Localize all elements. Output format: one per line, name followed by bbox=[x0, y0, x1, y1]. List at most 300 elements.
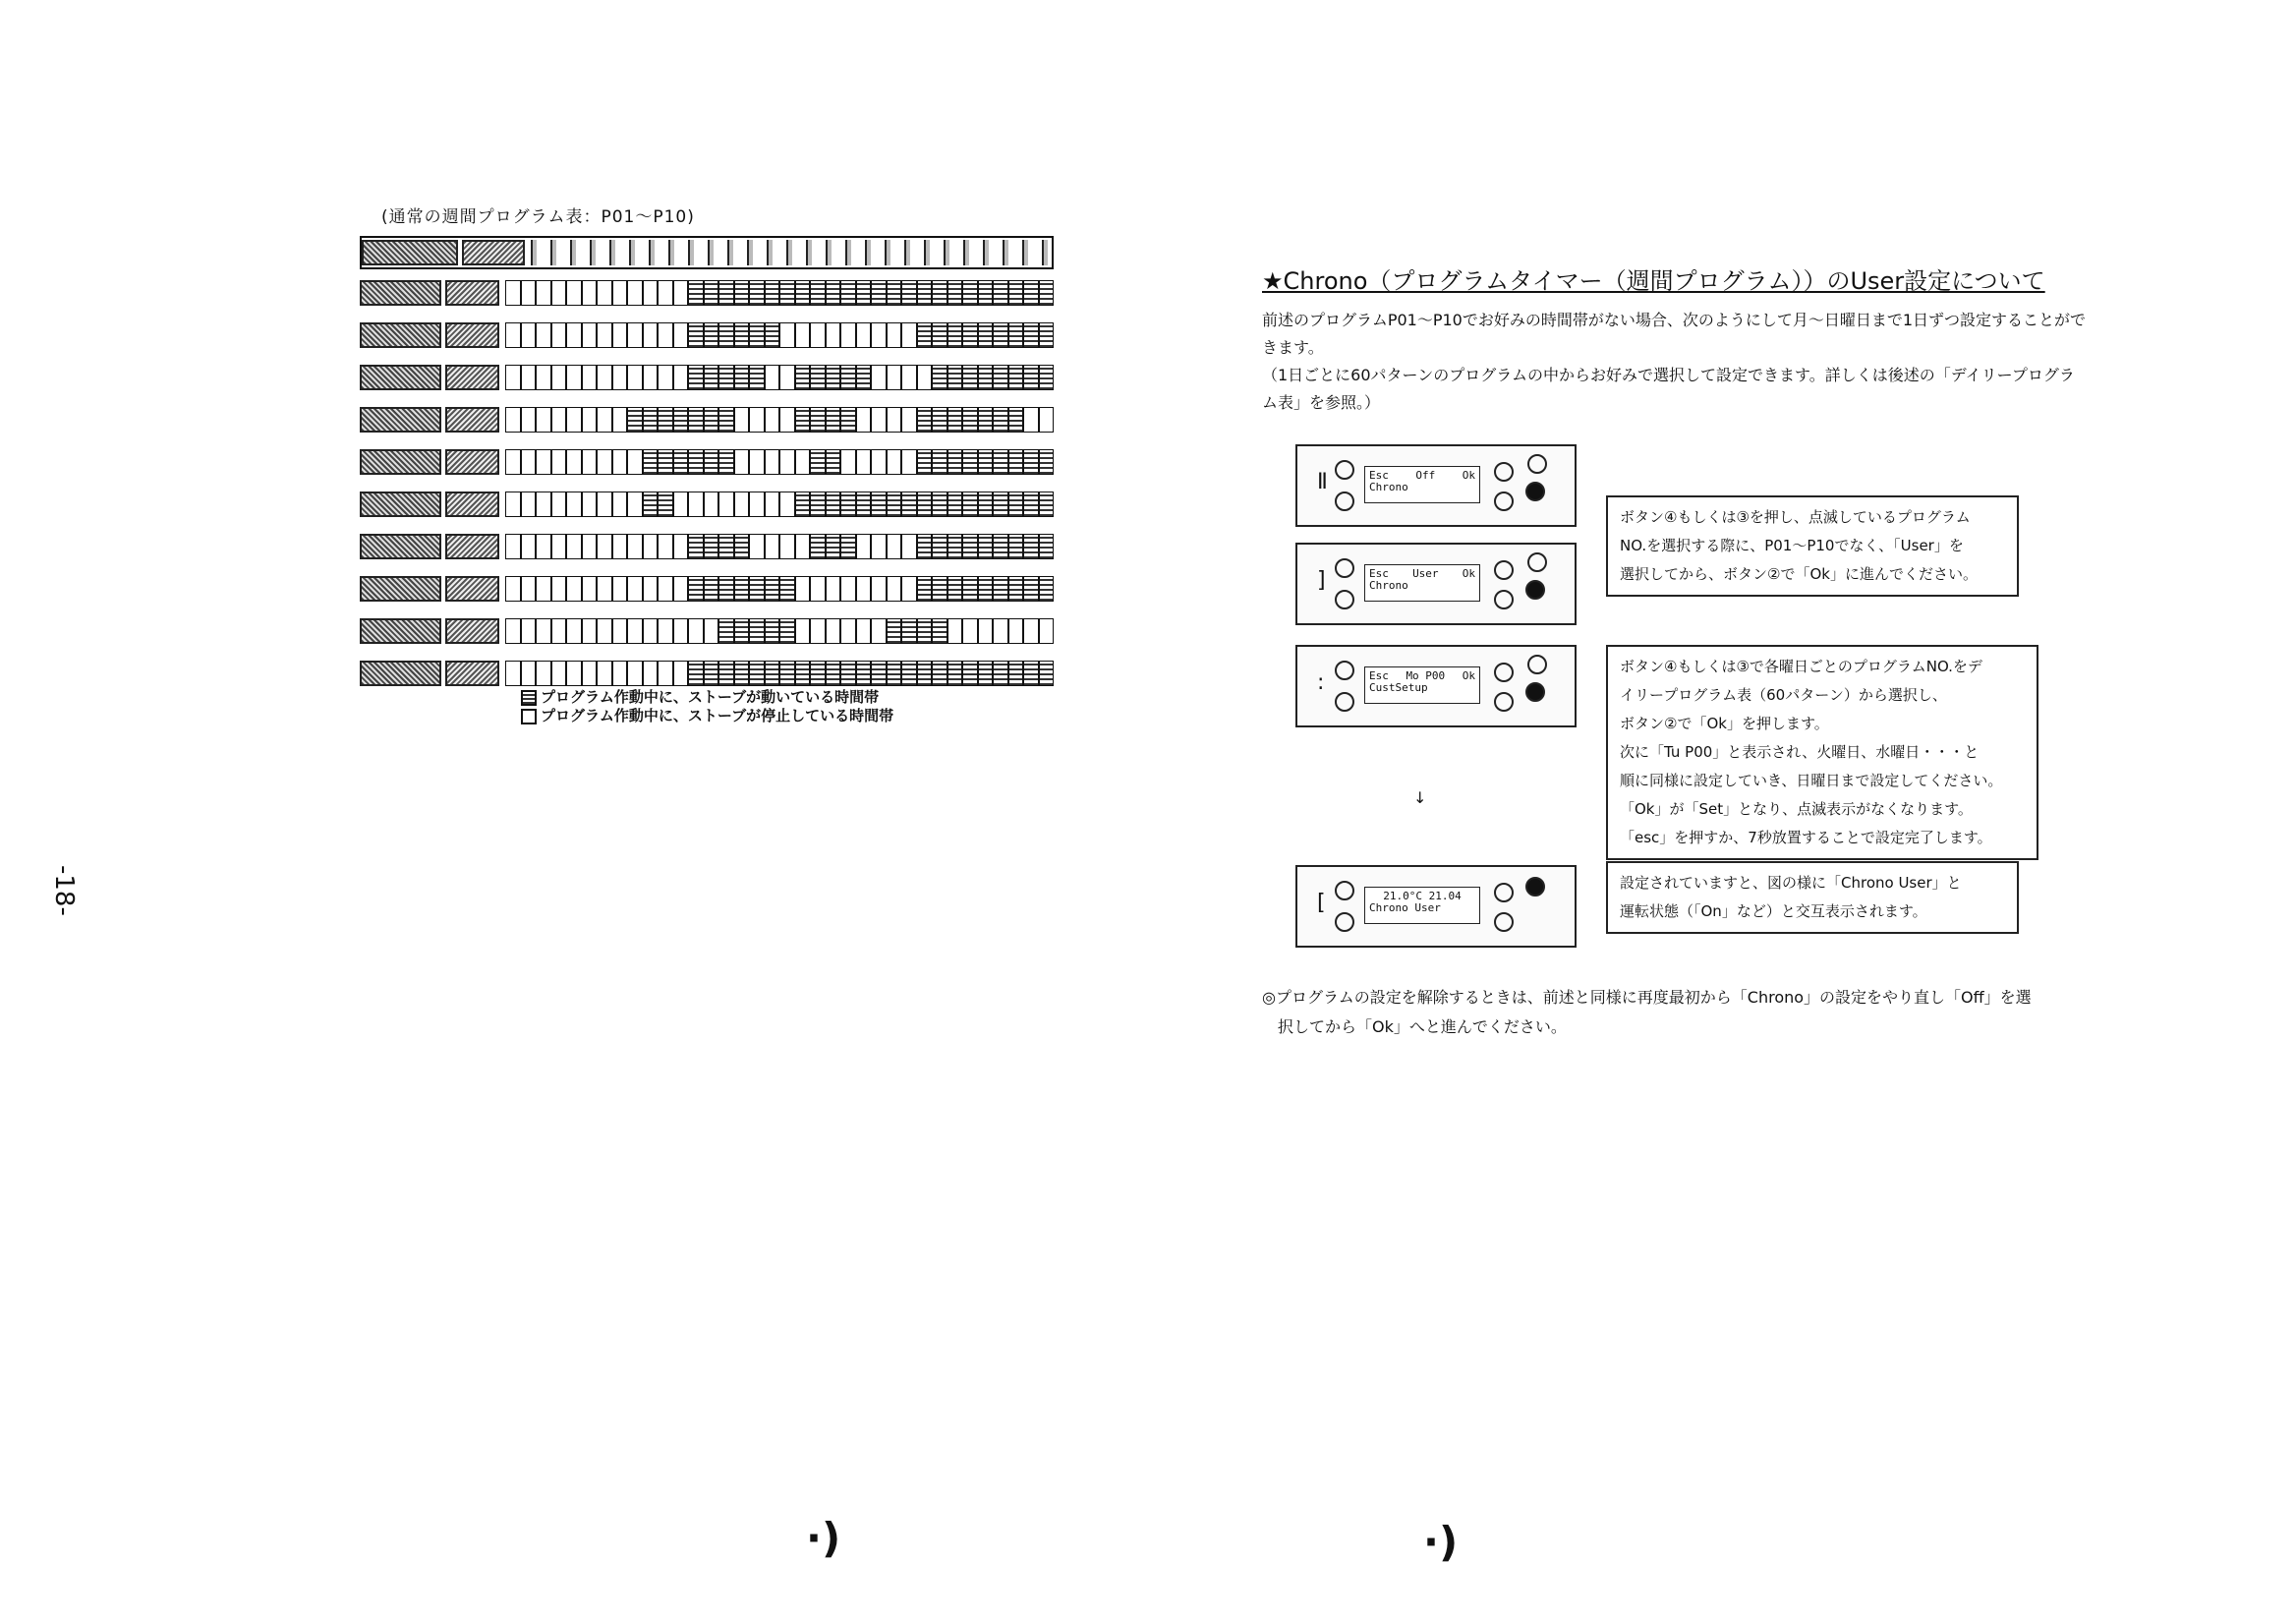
hour-cells bbox=[505, 449, 1054, 475]
hour-cell bbox=[887, 618, 902, 644]
hour-cell bbox=[871, 449, 887, 475]
hour-cell bbox=[765, 407, 780, 433]
hour-cell bbox=[688, 492, 704, 517]
hour-cell bbox=[688, 618, 704, 644]
hour-cell bbox=[810, 407, 826, 433]
hour-cell bbox=[962, 407, 978, 433]
panel-marker: ] bbox=[1317, 568, 1326, 593]
hour-cell bbox=[765, 576, 780, 602]
note-line: 「esc」を押すか、7秒放置することで設定完了します。 bbox=[1620, 829, 1992, 846]
hour-cell bbox=[795, 322, 811, 348]
intro-line: 前述のプログラムP01〜P10でお好みの時間帯がない場合、次のようにして月〜日曜日まで1日ずつ設定することができます。 bbox=[1262, 311, 2087, 357]
hour-cell bbox=[582, 449, 598, 475]
note-line: 次に「Tu P00」と表示され、火曜日、水曜日・・・と bbox=[1620, 743, 1980, 761]
hour-cell bbox=[505, 449, 521, 475]
lcd-line2: CustSetup bbox=[1369, 681, 1428, 694]
hour-cell bbox=[962, 534, 978, 559]
weekly-program-table bbox=[360, 236, 1054, 702]
hour-cell bbox=[658, 618, 673, 644]
hour-cell bbox=[643, 449, 659, 475]
button-3-icon bbox=[1494, 883, 1514, 902]
hour-cell bbox=[901, 407, 917, 433]
hour-cell bbox=[582, 618, 598, 644]
hour-cell bbox=[521, 449, 537, 475]
hour-cell bbox=[840, 365, 856, 390]
hour-cell bbox=[718, 492, 734, 517]
hour-cell bbox=[536, 618, 551, 644]
hour-cell bbox=[505, 322, 521, 348]
hour-cell bbox=[917, 576, 933, 602]
lcd-esc: Esc bbox=[1369, 567, 1389, 580]
hour-cell bbox=[993, 618, 1008, 644]
hour-cell bbox=[704, 492, 719, 517]
hour-cell bbox=[795, 449, 811, 475]
lcd-line2: Chrono bbox=[1369, 481, 1408, 493]
hour-cell bbox=[627, 576, 643, 602]
hour-cells bbox=[505, 365, 1054, 390]
hour-cell bbox=[582, 407, 598, 433]
hour-cell bbox=[643, 576, 659, 602]
hour-cell bbox=[627, 492, 643, 517]
hour-cell bbox=[612, 449, 628, 475]
hour-cell bbox=[612, 365, 628, 390]
hour-cell bbox=[917, 492, 933, 517]
hour-cell bbox=[749, 618, 765, 644]
hour-cell bbox=[795, 534, 811, 559]
instruction-box-1 bbox=[1606, 495, 2019, 597]
hour-cell bbox=[779, 449, 795, 475]
button-2-icon bbox=[1335, 692, 1354, 712]
hour-cell bbox=[779, 618, 795, 644]
hour-cell bbox=[978, 661, 994, 686]
hour-cell bbox=[901, 365, 917, 390]
hour-cell bbox=[947, 280, 963, 306]
hour-cell bbox=[947, 492, 963, 517]
hour-cell bbox=[582, 322, 598, 348]
hour-cell bbox=[779, 534, 795, 559]
hour-cell bbox=[795, 576, 811, 602]
note-line: ボタン②で「Ok」を押します。 bbox=[1620, 715, 1829, 732]
hour-cell bbox=[810, 322, 826, 348]
panel-marker: : bbox=[1317, 670, 1325, 695]
hour-cell bbox=[704, 407, 719, 433]
hour-cell bbox=[810, 618, 826, 644]
hour-cell bbox=[901, 322, 917, 348]
hour-cell bbox=[962, 618, 978, 644]
hour-cell bbox=[673, 661, 689, 686]
button-4-icon bbox=[1494, 492, 1514, 511]
hour-cell bbox=[582, 492, 598, 517]
hour-cell bbox=[688, 407, 704, 433]
lcd-line2: Chrono User bbox=[1369, 901, 1441, 914]
hour-cell bbox=[765, 534, 780, 559]
hour-cell bbox=[521, 618, 537, 644]
hour-cell bbox=[901, 618, 917, 644]
hour-cell bbox=[765, 280, 780, 306]
table-row bbox=[360, 406, 1054, 434]
hour-cells bbox=[505, 492, 1054, 517]
hour-cell bbox=[536, 322, 551, 348]
hour-cell bbox=[978, 618, 994, 644]
button-1-icon bbox=[1335, 881, 1354, 900]
intro-text bbox=[1262, 307, 2088, 417]
button-1-icon bbox=[1335, 460, 1354, 480]
control-panel-illustration bbox=[1295, 865, 1577, 948]
hour-cell bbox=[551, 618, 567, 644]
hour-cell bbox=[505, 365, 521, 390]
table-row bbox=[360, 279, 1054, 307]
lcd-display bbox=[1364, 666, 1480, 704]
hour-cell bbox=[627, 407, 643, 433]
hour-cell bbox=[901, 534, 917, 559]
hour-cell bbox=[810, 449, 826, 475]
hour-cell bbox=[1008, 322, 1024, 348]
note-line: 順に同様に設定していき、日曜日まで設定してください。 bbox=[1620, 772, 2003, 789]
lcd-line2: Chrono bbox=[1369, 579, 1408, 592]
hour-cell bbox=[505, 661, 521, 686]
hour-cell bbox=[1008, 618, 1024, 644]
hour-cell bbox=[627, 322, 643, 348]
control-panel-illustration bbox=[1295, 543, 1577, 625]
hour-cell bbox=[627, 365, 643, 390]
hour-cell bbox=[1023, 492, 1039, 517]
hour-cell bbox=[932, 576, 947, 602]
hour-cell bbox=[1023, 661, 1039, 686]
hour-cell bbox=[718, 618, 734, 644]
notice-line: ◎プログラムの設定を解除するときは、前述と同様に再度最初から「Chrono」の設定をやり直し「Off」を選 bbox=[1262, 988, 2032, 1007]
hour-cell bbox=[1008, 407, 1024, 433]
hour-cell bbox=[840, 280, 856, 306]
hour-cell bbox=[505, 407, 521, 433]
button-3-icon bbox=[1494, 560, 1514, 580]
hour-cell bbox=[521, 365, 537, 390]
hour-cell bbox=[826, 534, 841, 559]
hour-cell bbox=[718, 280, 734, 306]
hour-cell bbox=[962, 322, 978, 348]
hour-cell bbox=[536, 492, 551, 517]
hour-cell bbox=[1039, 661, 1055, 686]
hour-cell bbox=[765, 661, 780, 686]
hour-cell bbox=[1023, 365, 1039, 390]
hour-cell bbox=[658, 365, 673, 390]
hour-cell bbox=[1008, 365, 1024, 390]
hour-cell bbox=[917, 365, 933, 390]
hour-cell bbox=[673, 407, 689, 433]
hour-cell bbox=[932, 534, 947, 559]
hour-cell bbox=[947, 449, 963, 475]
hour-cell bbox=[566, 534, 582, 559]
hour-cell bbox=[871, 618, 887, 644]
day-label-cell bbox=[445, 407, 499, 433]
hour-cell bbox=[887, 492, 902, 517]
hour-cell bbox=[597, 407, 612, 433]
hour-cell bbox=[993, 407, 1008, 433]
note-line: ボタン④もしくは③を押し、点滅しているプログラム bbox=[1620, 508, 1971, 526]
hour-cell bbox=[627, 534, 643, 559]
hour-cell bbox=[505, 534, 521, 559]
hour-cell bbox=[704, 280, 719, 306]
hour-cell bbox=[749, 365, 765, 390]
program-label-cell bbox=[360, 449, 441, 475]
hour-cell bbox=[993, 534, 1008, 559]
hour-cell bbox=[582, 280, 598, 306]
hour-cell bbox=[795, 365, 811, 390]
hour-cell bbox=[947, 661, 963, 686]
hour-cell bbox=[993, 322, 1008, 348]
program-label-cell bbox=[360, 661, 441, 686]
hour-cell bbox=[1039, 449, 1055, 475]
hour-cell bbox=[1023, 407, 1039, 433]
hour-cell bbox=[582, 534, 598, 559]
panel-marker: Ⅱ bbox=[1317, 470, 1328, 494]
table-row bbox=[360, 491, 1054, 518]
hour-cell bbox=[917, 534, 933, 559]
hour-cell bbox=[734, 534, 750, 559]
section-title: ★Chrono（プログラムタイマー（週間プログラム））のUser設定について bbox=[1262, 267, 2045, 295]
hour-cell bbox=[749, 449, 765, 475]
hour-cell bbox=[932, 618, 947, 644]
hour-cell bbox=[734, 661, 750, 686]
hour-cell bbox=[704, 322, 719, 348]
hour-cell bbox=[704, 365, 719, 390]
button-4-icon bbox=[1494, 692, 1514, 712]
button-2-icon bbox=[1335, 912, 1354, 932]
hour-cell bbox=[536, 534, 551, 559]
hour-cell bbox=[856, 534, 872, 559]
hour-cell bbox=[1039, 280, 1055, 306]
hour-cell bbox=[840, 322, 856, 348]
hour-cell bbox=[856, 407, 872, 433]
lcd-display bbox=[1364, 564, 1480, 602]
hour-cell bbox=[612, 618, 628, 644]
pressed-button-icon bbox=[1525, 682, 1545, 702]
hour-cell bbox=[688, 661, 704, 686]
hour-cell bbox=[856, 280, 872, 306]
hour-cell bbox=[536, 661, 551, 686]
hour-cell bbox=[887, 449, 902, 475]
hour-cell bbox=[901, 280, 917, 306]
hour-cell bbox=[810, 661, 826, 686]
hour-cell bbox=[901, 449, 917, 475]
hour-cell bbox=[840, 449, 856, 475]
hour-cell bbox=[521, 661, 537, 686]
hour-cell bbox=[917, 322, 933, 348]
hour-cell bbox=[765, 449, 780, 475]
hour-cell bbox=[612, 661, 628, 686]
hour-cell bbox=[1039, 534, 1055, 559]
hour-cell bbox=[521, 407, 537, 433]
lcd-display bbox=[1364, 466, 1480, 503]
table-row bbox=[360, 617, 1054, 645]
hour-cell bbox=[947, 365, 963, 390]
hour-cell bbox=[597, 492, 612, 517]
hour-cells bbox=[505, 280, 1054, 306]
hour-cell bbox=[749, 492, 765, 517]
hour-cell bbox=[734, 280, 750, 306]
note-line: ボタン④もしくは③で各曜日ごとのプログラムNO.をデ bbox=[1620, 658, 1982, 675]
hour-cell bbox=[887, 534, 902, 559]
hour-cell bbox=[704, 618, 719, 644]
hour-cell bbox=[1039, 576, 1055, 602]
hour-cell bbox=[734, 365, 750, 390]
hour-cell bbox=[734, 322, 750, 348]
hour-cell bbox=[704, 449, 719, 475]
hour-cells bbox=[505, 661, 1054, 686]
hour-cell bbox=[1039, 492, 1055, 517]
hour-cell bbox=[597, 280, 612, 306]
hour-cell bbox=[932, 661, 947, 686]
button-5-icon bbox=[1527, 655, 1547, 674]
hour-cell bbox=[917, 280, 933, 306]
hour-cell bbox=[643, 280, 659, 306]
hour-cell bbox=[551, 576, 567, 602]
hour-cell bbox=[749, 280, 765, 306]
hour-cell bbox=[536, 407, 551, 433]
hour-cell bbox=[993, 449, 1008, 475]
hour-cell bbox=[779, 280, 795, 306]
hour-cell bbox=[978, 407, 994, 433]
hour-cell bbox=[597, 365, 612, 390]
hour-cell bbox=[856, 449, 872, 475]
hour-cell bbox=[810, 280, 826, 306]
hour-cell bbox=[887, 576, 902, 602]
button-4-icon bbox=[1494, 912, 1514, 932]
hour-cell bbox=[551, 365, 567, 390]
hour-cell bbox=[765, 365, 780, 390]
header-label-cell bbox=[362, 240, 458, 265]
hour-cell bbox=[505, 618, 521, 644]
hour-cell bbox=[521, 576, 537, 602]
hour-cell bbox=[1023, 449, 1039, 475]
hour-cell bbox=[856, 576, 872, 602]
lcd-ok: Ok bbox=[1462, 567, 1475, 580]
hour-cell bbox=[765, 618, 780, 644]
day-label-cell bbox=[445, 576, 499, 602]
hour-cell bbox=[826, 407, 841, 433]
hour-cell bbox=[871, 492, 887, 517]
hour-cell bbox=[978, 492, 994, 517]
hour-cell bbox=[826, 618, 841, 644]
hour-cell bbox=[795, 618, 811, 644]
hour-cell bbox=[734, 618, 750, 644]
day-label-cell bbox=[445, 365, 499, 390]
hour-cell bbox=[505, 576, 521, 602]
hour-cells bbox=[505, 534, 1054, 559]
hour-cell bbox=[826, 576, 841, 602]
hour-cell bbox=[566, 322, 582, 348]
header-day-cell bbox=[462, 240, 525, 265]
hour-cell bbox=[871, 576, 887, 602]
hour-cell bbox=[947, 534, 963, 559]
hour-cell bbox=[597, 322, 612, 348]
hour-cell bbox=[1008, 661, 1024, 686]
hour-cell bbox=[643, 322, 659, 348]
intro-line: （1日ごとに60パターンのプログラムの中からお好みで選択して設定できます。詳しくは後述の「デイリープログラム表」を参照。） bbox=[1262, 366, 2075, 412]
hour-cell bbox=[993, 576, 1008, 602]
hour-cell bbox=[1008, 449, 1024, 475]
hour-cell bbox=[521, 280, 537, 306]
hour-cell bbox=[688, 280, 704, 306]
hour-cell bbox=[566, 576, 582, 602]
hour-cell bbox=[765, 492, 780, 517]
hour-cell bbox=[612, 492, 628, 517]
hour-cell bbox=[749, 661, 765, 686]
hour-cell bbox=[840, 492, 856, 517]
hour-cell bbox=[688, 322, 704, 348]
hour-cell bbox=[551, 449, 567, 475]
hour-cell bbox=[688, 576, 704, 602]
hour-cell bbox=[551, 661, 567, 686]
hour-cell bbox=[643, 534, 659, 559]
note-line: NO.を選択する際に、P01〜P10でなく、「User」を bbox=[1620, 537, 1964, 554]
hour-cell bbox=[779, 365, 795, 390]
legend-stopped: プログラム作動中に、ストーブが停止している時間帯 bbox=[541, 707, 894, 724]
hour-cell bbox=[887, 661, 902, 686]
pressed-button-icon bbox=[1525, 482, 1545, 501]
hour-cells bbox=[505, 576, 1054, 602]
hour-cell bbox=[932, 449, 947, 475]
hour-cell bbox=[887, 407, 902, 433]
note-line: イリープログラム表（60パターン）から選択し、 bbox=[1620, 686, 1947, 704]
hour-cell bbox=[536, 280, 551, 306]
hour-cell bbox=[704, 534, 719, 559]
hour-cell bbox=[718, 322, 734, 348]
hour-cell bbox=[810, 492, 826, 517]
hour-cell bbox=[673, 322, 689, 348]
program-label-cell bbox=[360, 492, 441, 517]
hour-cell bbox=[521, 492, 537, 517]
hour-cell bbox=[779, 407, 795, 433]
instruction-box-3 bbox=[1606, 861, 2019, 934]
hour-cell bbox=[1039, 365, 1055, 390]
hour-cell bbox=[840, 576, 856, 602]
hour-cell bbox=[993, 365, 1008, 390]
hour-cell bbox=[566, 449, 582, 475]
hour-cell bbox=[962, 661, 978, 686]
hour-cell bbox=[887, 322, 902, 348]
hour-cell bbox=[566, 492, 582, 517]
table-legend bbox=[521, 688, 893, 725]
table-row bbox=[360, 321, 1054, 349]
hour-cell bbox=[612, 534, 628, 559]
cancel-notice bbox=[1262, 983, 2088, 1042]
hour-cell bbox=[673, 576, 689, 602]
control-panel-illustration bbox=[1295, 645, 1577, 727]
hour-cell bbox=[978, 449, 994, 475]
lcd-line1: User bbox=[1412, 567, 1439, 580]
lcd-ok: Ok bbox=[1462, 669, 1475, 682]
hour-cell bbox=[627, 449, 643, 475]
hour-cell bbox=[566, 365, 582, 390]
hour-cell bbox=[658, 534, 673, 559]
hour-cell bbox=[704, 576, 719, 602]
hour-cell bbox=[536, 576, 551, 602]
table-row bbox=[360, 533, 1054, 560]
hour-cells bbox=[505, 618, 1054, 644]
program-label-cell bbox=[360, 618, 441, 644]
control-panel-illustration bbox=[1295, 444, 1577, 527]
button-1-icon bbox=[1335, 558, 1354, 578]
hour-cell bbox=[643, 618, 659, 644]
hour-cell bbox=[840, 661, 856, 686]
day-label-cell bbox=[445, 618, 499, 644]
hour-cell bbox=[856, 661, 872, 686]
button-2-icon bbox=[1335, 492, 1354, 511]
hour-cell bbox=[551, 280, 567, 306]
hour-cell bbox=[658, 280, 673, 306]
hour-cell bbox=[993, 661, 1008, 686]
hour-cell bbox=[932, 407, 947, 433]
